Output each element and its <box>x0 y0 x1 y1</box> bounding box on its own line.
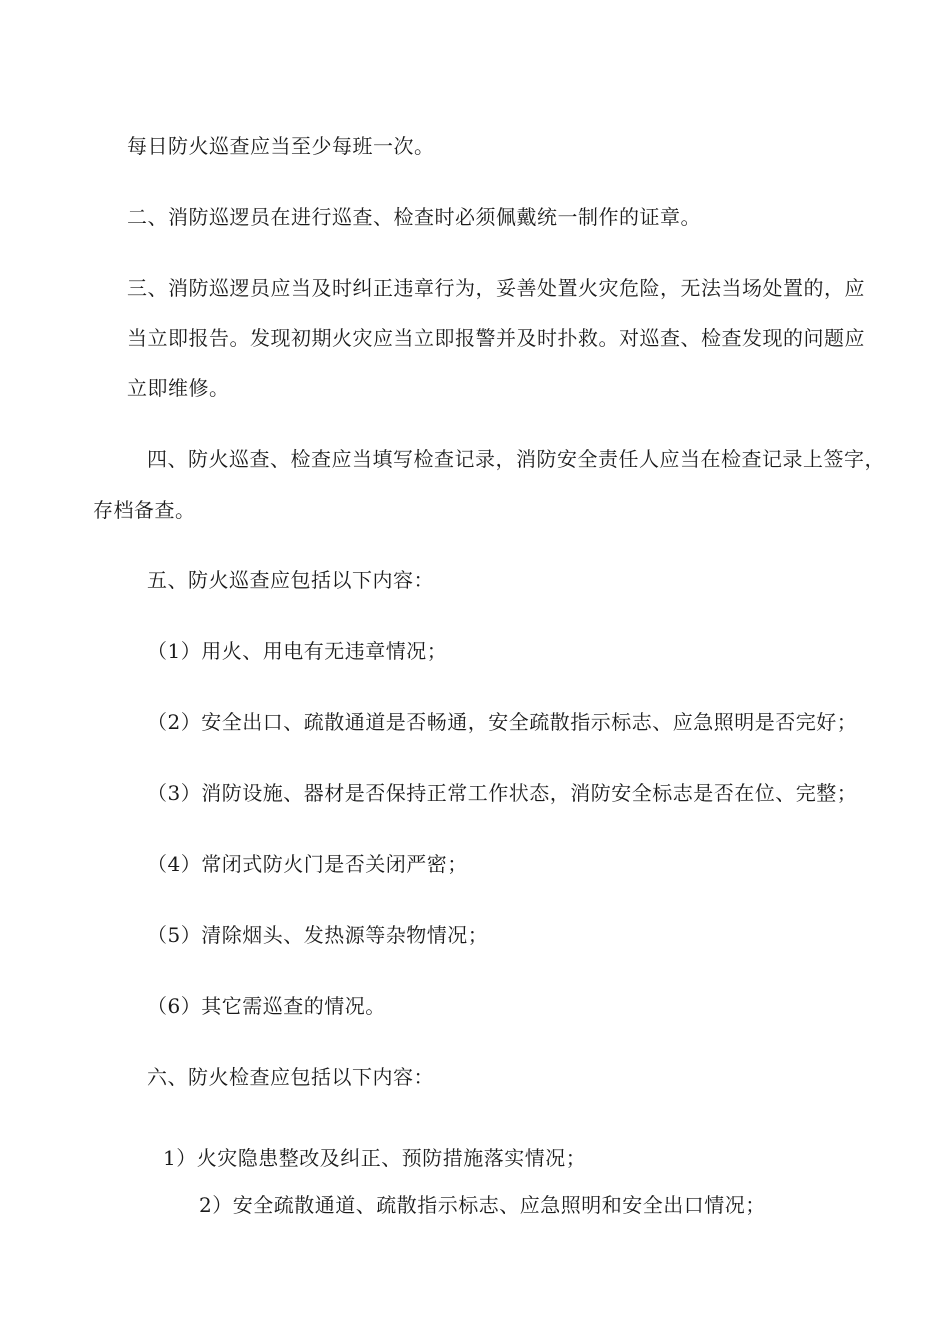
paragraph-line: 四、防火巡查、检查应当填写检查记录，消防安全责任人应当在检查记录上签字， <box>147 447 885 471</box>
list-item: 1）火灾隐患整改及纠正、预防措施落实情况； <box>163 1146 587 1170</box>
list-item: （1）用火、用电有无违章情况； <box>147 639 448 663</box>
paragraph-line: 每日防火巡查应当至少每班一次。 <box>127 134 435 158</box>
paragraph-line: 二、消防巡逻员在进行巡查、检查时必须佩戴统一制作的证章。 <box>127 205 701 229</box>
list-item: （6）其它需巡查的情况。 <box>147 994 386 1018</box>
list-item: （4）常闭式防火门是否关闭严密； <box>147 852 468 876</box>
list-item: 2）安全疏散通道、疏散指示标志、应急照明和安全出口情况； <box>199 1193 766 1217</box>
paragraph-line: 当立即报告。发现初期火灾应当立即报警并及时扑救。对巡查、检查发现的问题应 <box>127 326 865 350</box>
paragraph-line: 五、防火巡查应包括以下内容： <box>147 568 434 592</box>
paragraph-line: 六、防火检查应包括以下内容： <box>147 1065 434 1089</box>
list-item: （5）清除烟头、发热源等杂物情况； <box>147 923 489 947</box>
list-item: （3）消防设施、器材是否保持正常工作状态，消防安全标志是否在位、完整； <box>147 781 858 805</box>
list-item: （2）安全出口、疏散通道是否畅通，安全疏散指示标志、应急照明是否完好； <box>147 710 858 734</box>
paragraph-line: 存档备查。 <box>93 498 196 522</box>
paragraph-line: 立即维修。 <box>127 376 230 400</box>
paragraph-line: 三、消防巡逻员应当及时纠正违章行为，妥善处置火灾危险，无法当场处置的，应 <box>127 276 865 300</box>
